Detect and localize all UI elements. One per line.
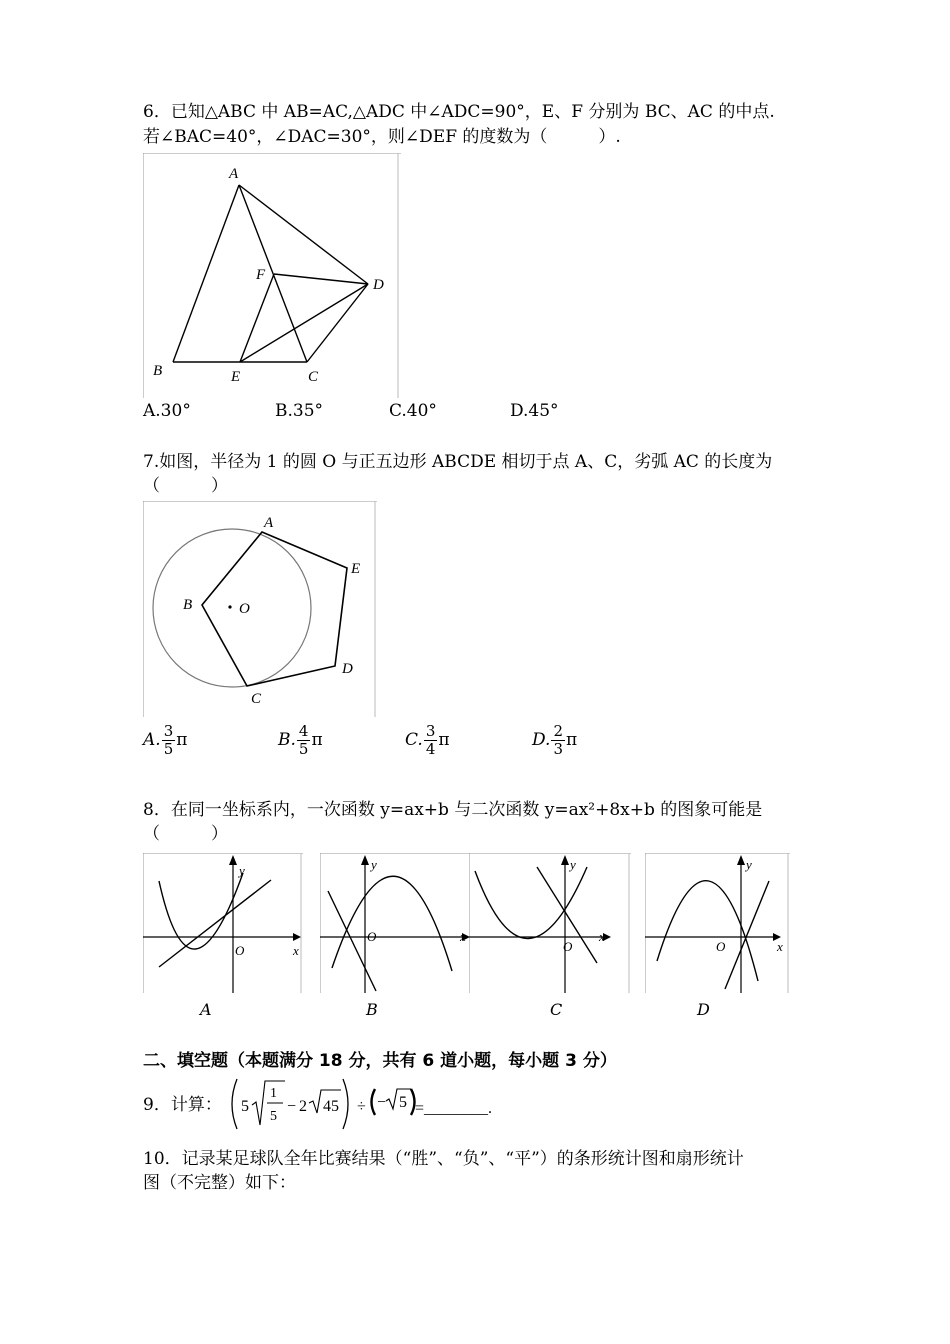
q6-text-line1: 6．已知△ABC 中 AB=AC,△ADC 中∠ADC=90°，E、F 分别为 BC、AC 的中点. [143,102,775,122]
q6-label-E: E [231,369,241,385]
q6-option-a: A.30° [143,401,191,421]
q8-caption-d: D [697,1000,710,1019]
q6-option-d: D.45° [510,401,559,421]
q9-coef1: 5 [241,1098,249,1115]
q8-graph-c [469,853,631,993]
q7-label-A: A [264,515,274,531]
q8b-x-label: x [460,929,466,944]
q7-label-E: E [351,561,361,577]
q9-tail: =________. [415,1100,493,1117]
q7-label-B: B [183,597,193,613]
q8-caption-b: B [366,1000,378,1019]
q8-graph-d [645,853,790,993]
q7-option-c: C. $\frac{3}{4}$ π [405,722,450,758]
q8a-y-label: y [239,863,245,878]
q8-text-line1: 8．在同一坐标系内，一次函数 y=ax+b 与二次函数 y=ax²+8x+b 的图象可能是 [143,800,763,820]
q8-text-line2: （ ） [143,824,228,844]
q8-caption-a: A [200,1000,212,1019]
q8c-y-label: y [570,857,576,872]
q6-option-c: C.40° [389,401,437,421]
q7-option-a: A. $\frac{3}{5}$ π [143,722,188,758]
q8b-origin-label: O [367,929,377,944]
q8d-origin-label: O [716,939,726,954]
q7-figure [143,501,377,717]
q8-graph-a [143,853,303,993]
q8d-y-label: y [746,857,752,872]
q8-graph-b [320,853,480,993]
q9-div: ÷ [357,1098,366,1115]
q7-text-line2: （ ） [143,476,228,496]
q7-option-d: D. $\frac{2}{3}$ π [532,722,578,758]
q6-text-line2: 若∠BAC=40°，∠DAC=30°，则∠DEF 的度数为（ ）. [143,127,621,147]
q9-prefix: 9．计算： [143,1095,222,1115]
q6-label-C: C [308,369,319,385]
q9-minus: − [287,1098,297,1115]
q8b-y-label: y [371,857,377,872]
q10-text-line1: 10．记录某足球队全年比赛结果（“胜”、“负”、“平”）的条形统计图和扇形统计 [143,1149,744,1169]
q8c-x-label: x [599,929,605,944]
q9-frac-num: 1 [270,1086,277,1101]
q9-rad2: 45 [323,1098,339,1115]
q7-option-b: B. $\frac{4}{5}$ π [278,722,323,758]
q6-label-F: F [256,267,266,283]
q6-label-D: D [373,277,384,293]
q10-text-line2: 图（不完整）如下： [143,1173,296,1193]
q8c-origin-label: O [563,939,573,954]
q6-label-A: A [229,166,239,182]
section2-title: 二、填空题（本题满分 18 分，共有 6 道小题，每小题 3 分） [143,1051,617,1071]
q9-expression [225,1075,525,1133]
q8-caption-c: C [550,1000,563,1019]
q6-option-b: B.35° [275,401,324,421]
q9-frac-den: 5 [270,1109,277,1124]
q9-neg: − [377,1094,387,1111]
q6-figure [143,153,401,398]
q8a-x-label: x [293,943,299,958]
q9-coef2: 2 [299,1098,307,1115]
q7-text-line1: 7.如图，半径为 1 的圆 O 与正五边形 ABCDE 相切于点 A、C，劣弧 AC 的长度为 [143,452,773,472]
q8d-x-label: x [777,939,783,954]
q7-label-C: C [251,691,262,707]
q7-label-D: D [342,661,353,677]
q8a-origin-label: O [235,943,245,958]
q9-rad3: 5 [399,1094,407,1111]
q7-label-O: O [239,601,250,617]
q6-label-B: B [153,363,163,379]
